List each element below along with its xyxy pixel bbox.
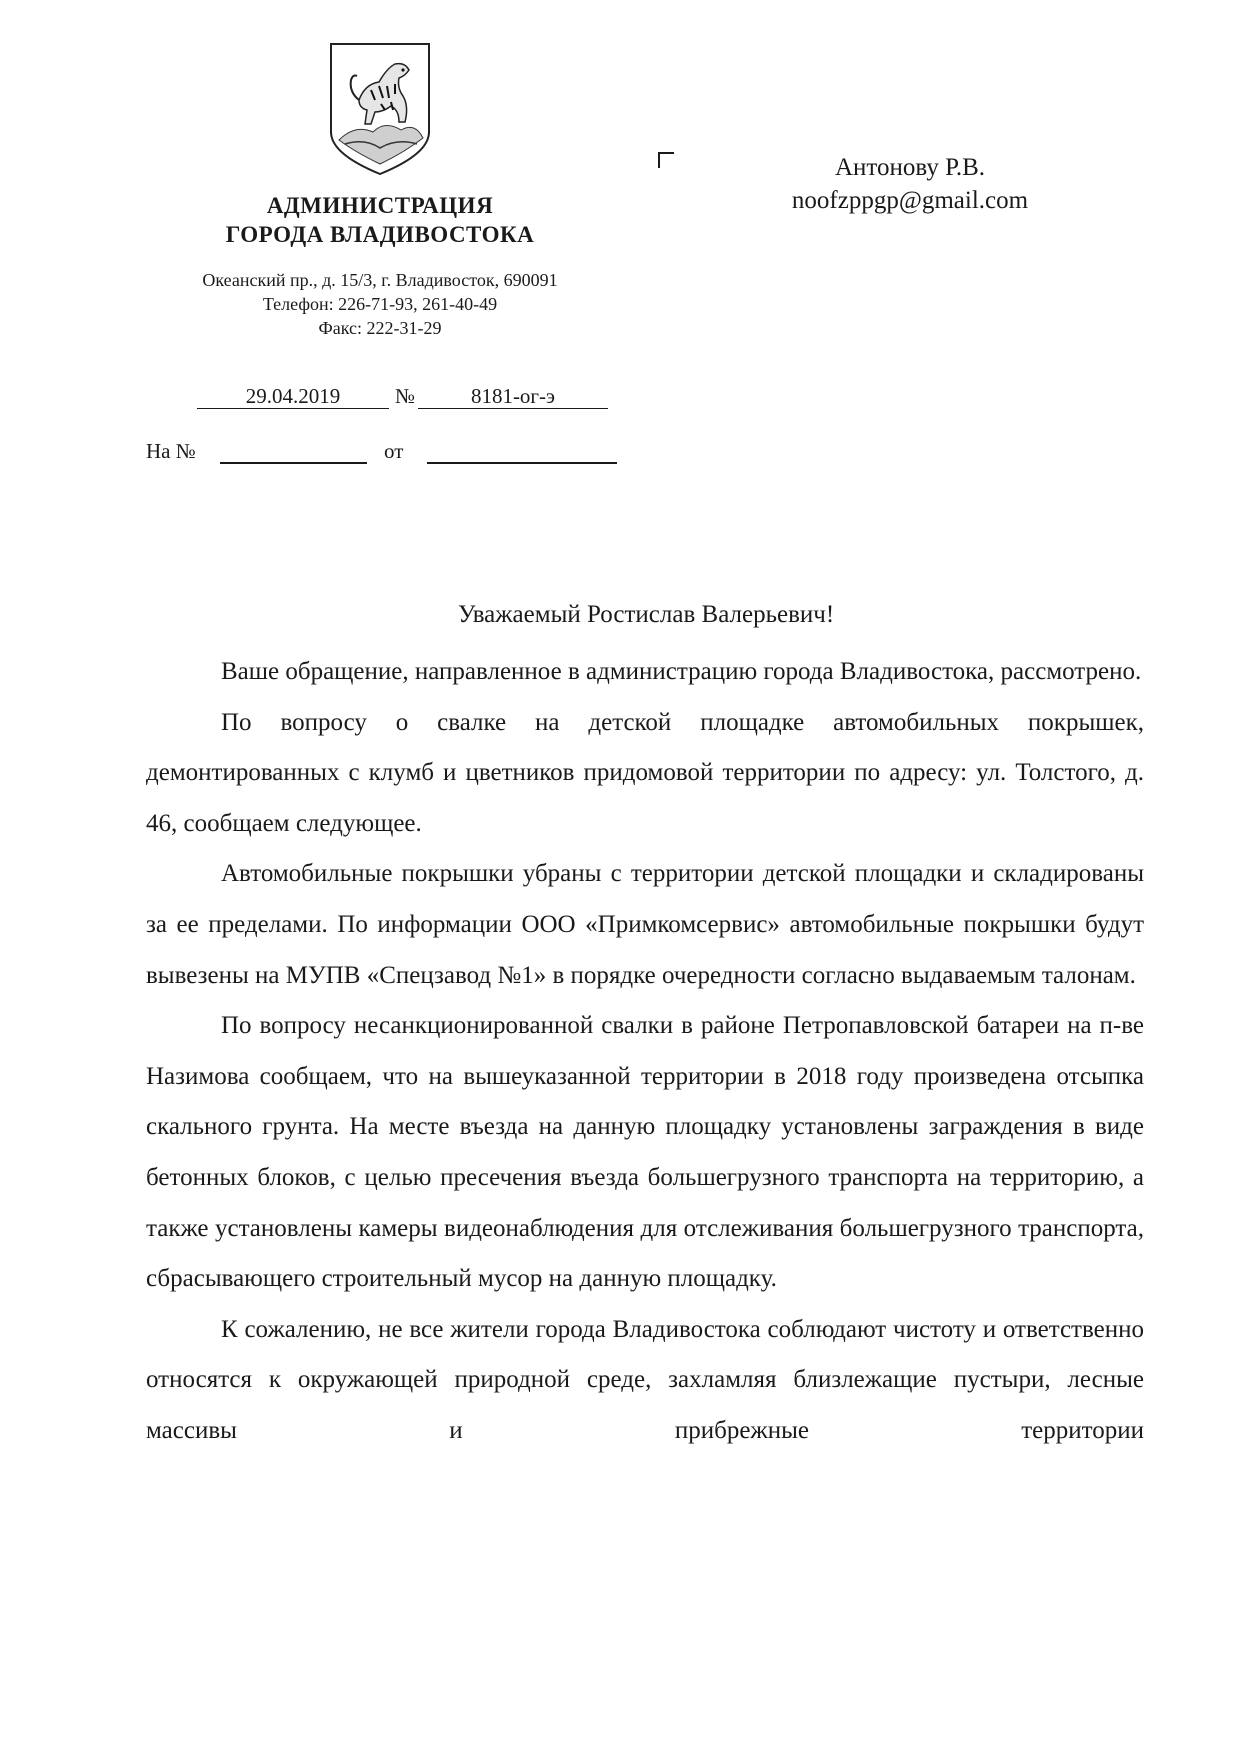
letter-paragraph: К сожалению, не все жители города Владивостока соблюдают чистоту и ответственно относятся к окружающей природной среде, захламляя близлежащие пустыри, лесные массивы и прибрежные территории bbox=[146, 1315, 1144, 1444]
letter-paragraph: По вопросу несанкционированной свалки в районе Петропавловской батареи на п-ве Назимова сообщаем, что на вышеуказанной территории в 2018 году произведена отсыпка скального грунта. На месте въезда на данную площадку установлены заграждения в виде бетонных блоков, с целью пресечения въезда большегрузного транспорта на территорию, а также установлены камеры видеонаблюдения для отслеживания большегрузного транспорта, сбрасывающего строительный мусор на данную площадку. bbox=[146, 1012, 1144, 1293]
reference-number-label: На № bbox=[146, 439, 196, 463]
address-corner-mark bbox=[658, 152, 674, 168]
organization-phone: Телефон: 226-71-93, 261-40-49 bbox=[262, 294, 498, 314]
recipient-email: noofzppgp@gmail.com bbox=[791, 187, 1029, 214]
letter-paragraph: По вопросу о свалке на детской площадке автомобильных покрышек, демонтированных с клумб и цветников придомовой территории по адресу: ул. Толстого, д. 46, сообщаем следующее. bbox=[146, 708, 1144, 837]
organization-name-line2: ГОРОДА ВЛАДИВОСТОКА bbox=[225, 222, 535, 247]
organization-name-line1: АДМИНИСТРАЦИЯ bbox=[266, 193, 494, 218]
organization-address: Океанский пр., д. 15/3, г. Владивосток, 690091 bbox=[202, 270, 558, 290]
registration-number: 8181-ог-э bbox=[418, 384, 608, 409]
letter-body bbox=[146, 647, 1144, 1457]
registration-number-label: № bbox=[394, 384, 416, 408]
registration-date: 29.04.2019 bbox=[197, 384, 389, 409]
coat-of-arms-icon bbox=[325, 40, 435, 178]
reference-number-blank bbox=[220, 438, 367, 464]
letter-paragraph: Автомобильные покрышки убраны с территории детской площадки и складированы за ее пределами. По информации ООО «Примкомсервис» автомобильные покрышки будут вывезены на МУПВ «Спецзавод №1» в порядке очередности согласно выдаваемым талонам. bbox=[146, 860, 1144, 989]
letter-paragraph: Ваше обращение, направленное в администрацию города Владивостока, рассмотрено. bbox=[221, 658, 1142, 685]
organization-fax: Факс: 222-31-29 bbox=[318, 318, 442, 338]
reference-date-label: от bbox=[384, 439, 404, 463]
recipient-name: Антонову Р.В. bbox=[834, 154, 986, 181]
letter-greeting: Уважаемый Ростислав Валерьевич! bbox=[457, 601, 835, 628]
reference-date-blank bbox=[427, 438, 617, 464]
